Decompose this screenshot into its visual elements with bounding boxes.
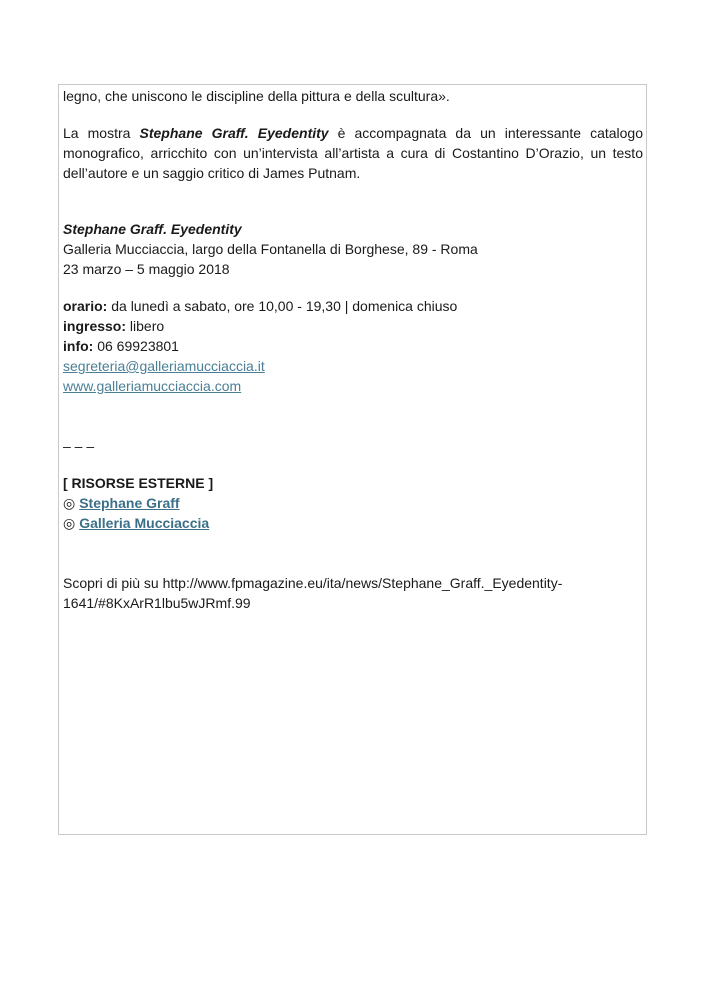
info-value: 06 69923801 [93, 338, 179, 354]
event-dates: 23 marzo – 5 maggio 2018 [63, 261, 230, 277]
info-label: info: [63, 338, 94, 354]
separator: – – – [63, 438, 95, 454]
source-line-1: Scopri di più su http://www.fpmagazine.eu/ita/news/Stephane_Graff._Eyedentity- [63, 575, 563, 591]
resource-item [63, 513, 643, 533]
catalog-prefix: La mostra [63, 125, 140, 141]
catalog-text: è accompagnata da un interessante catalogo monografico, arricchito con un’intervista all’artista a cura di Costantino D’Orazio, un testo dell’autore e un saggio critico di James Putnam. [63, 125, 644, 181]
entry-label: ingresso: [63, 318, 127, 334]
event-venue: Galleria Mucciaccia, largo della Fontanella di Borghese, 89 - Roma [63, 241, 478, 257]
source-line-2: 1641/#8KxArR1lbu5wJRmf.99 [63, 595, 251, 611]
hours-line [63, 296, 643, 316]
email-link[interactable]: segreteria@galleriamucciaccia.it [63, 358, 265, 374]
intro-tail-paragraph: legno, che uniscono le discipline della pittura e della scultura». [63, 88, 450, 104]
article-body [63, 86, 643, 613]
bullet-icon: ◎ [63, 495, 76, 511]
website-link[interactable]: www.galleriamucciaccia.com [63, 378, 242, 394]
entry-line [63, 316, 643, 336]
resource-link-stephane-graff[interactable]: Stephane Graff [79, 495, 180, 511]
resource-item [63, 493, 643, 513]
bullet-icon: ◎ [63, 515, 76, 531]
event-title: Stephane Graff. Eyedentity [63, 221, 242, 237]
catalog-paragraph [63, 123, 643, 183]
resource-link-galleria-mucciaccia[interactable]: Galleria Mucciaccia [79, 515, 210, 531]
hours-label: orario: [63, 298, 108, 314]
hours-value: da lunedì a sabato, ore 10,00 - 19,30 | domenica chiuso [107, 298, 458, 314]
resources-heading: [ RISORSE ESTERNE ] [63, 475, 214, 491]
catalog-exhibition-title: Stephane Graff. Eyedentity [139, 125, 329, 141]
entry-value: libero [126, 318, 165, 334]
info-line [63, 336, 643, 356]
